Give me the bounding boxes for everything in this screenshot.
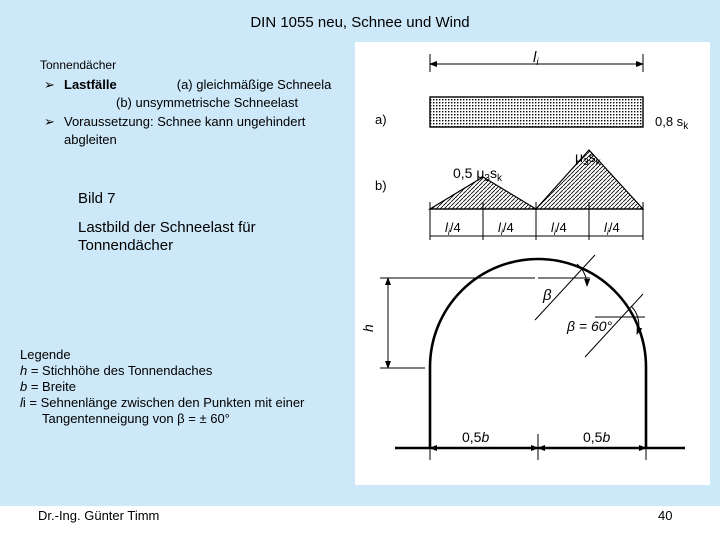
legend-item-b: b = Breite xyxy=(20,379,77,394)
quarter-label-4: $l_i/4$ xyxy=(604,220,620,237)
bullet-text: (a) gleichmäßige Schneela xyxy=(176,77,332,92)
label-half-b-left: 0,5b xyxy=(462,429,490,445)
figure-caption-2: Tonnendächer xyxy=(78,237,174,254)
label-b: b) xyxy=(375,178,387,193)
label-a: a) xyxy=(375,112,387,127)
bullet-text: Voraussetzung: Schnee kann ungehindert xyxy=(64,114,306,129)
page-number: 40 xyxy=(658,508,673,523)
arrow-bullet-icon: ➢ xyxy=(44,114,55,129)
load-a-label: 0,8 $s_k$ xyxy=(655,114,689,132)
label-beta: β xyxy=(543,287,552,304)
label-half-b-right: 0,5b xyxy=(583,429,611,445)
load-case-b xyxy=(375,149,643,240)
legend-item-h: h = Stichhöhe des Tonnendaches xyxy=(20,363,213,378)
bullet-label: Lastfälle xyxy=(64,77,117,92)
load-b-right-label: $\mu_3s_k$ xyxy=(575,149,601,168)
bullet-continuation: abgleiten xyxy=(64,132,117,147)
figure-svg xyxy=(355,42,710,485)
quarter-labels xyxy=(445,220,620,237)
figure-caption: Lastbild der Schneelast für xyxy=(78,219,256,236)
snow-load-figure xyxy=(355,42,710,485)
legend-item-li: li = Sehnenlänge zwischen den Punkten mit einer xyxy=(20,395,305,410)
bullet-load-cases xyxy=(44,77,331,93)
load-b-left-label: 0,5 $\mu_3s_k$ xyxy=(453,165,502,184)
label-li: $l_i$ xyxy=(533,49,539,68)
quarter-label-3: $l_i/4$ xyxy=(551,220,567,237)
bullet-precondition xyxy=(44,114,305,130)
legend-item-li-cont: Tangentenneigung von β = ± 60° xyxy=(42,411,230,426)
legend-heading: Legende xyxy=(20,347,71,362)
label-beta60: β = 60° xyxy=(567,318,613,334)
label-h: h xyxy=(360,324,376,332)
figure-number: Bild 7 xyxy=(78,190,116,207)
load-case-a xyxy=(375,49,689,132)
arrow-bullet-icon: ➢ xyxy=(44,77,55,92)
quarter-label-2: $l_i/4$ xyxy=(498,220,514,237)
footer-author: Dr.-Ing. Günter Timm xyxy=(38,508,160,523)
bullet-sub: (b) unsymmetrische Schneelast xyxy=(116,95,299,110)
subheading: Tonnendächer xyxy=(40,58,117,72)
roof-section xyxy=(360,255,685,460)
quarter-label-1: $l_i/4$ xyxy=(445,220,461,237)
legend xyxy=(20,347,350,427)
slide-title: DIN 1055 neu, Schnee und Wind xyxy=(250,14,470,31)
